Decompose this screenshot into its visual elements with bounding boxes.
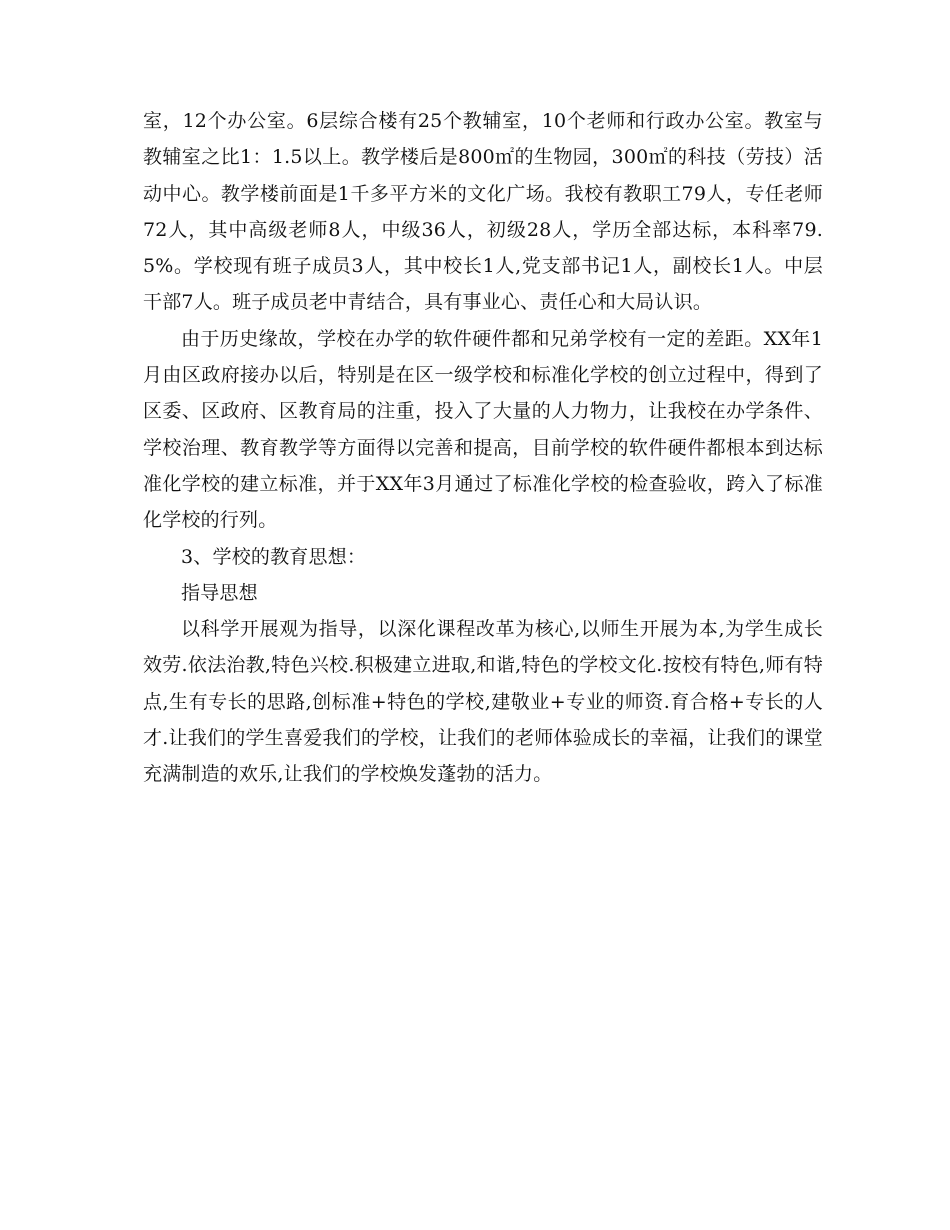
paragraph-philosophy: 以科学开展观为指导，以深化课程改革为核心,以师生开展为本,为学生成长效劳.依法治教,特色兴校.积极建立进取,和谐,特色的学校文化.按校有特色,师有特点,生有专长的思路,创标准+特色的学校,建敬业+专业的师资.育合格+专长的人才.让我们的学生喜爱我们的学校，让我们的老师体验成长的幸福，让我们的课堂充满制造的欢乐,让我们的学校焕发蓬勃的活力。	[143, 618, 823, 786]
document-body	[143, 103, 823, 793]
paragraph-history: 由于历史缘故，学校在办学的软件硬件都和兄弟学校有一定的差距。XX年1月由区政府接办以后，特别是在区一级学校和标准化学校的创立过程中，得到了区委、区政府、区教育局的注重，投入了大量的人力物力，让我校在办学条件、学校治理、教育教学等方面得以完善和提高，目前学校的软件硬件都根本到达标准化学校的建立标准，并于XX年3月通过了标准化学校的检查验收，跨入了标准化学校的行列。	[143, 327, 823, 532]
section-heading: 3、学校的教育思想：	[181, 545, 367, 568]
paragraph-facilities: 室，12个办公室。6层综合楼有25个教辅室，10个老师和行政办公室。教室与教辅室之比1：1.5以上。教学楼后是800㎡的生物园，300㎡的科技（劳技）活动中心。教学楼前面是1千多平方米的文化广场。我校有教职工79人，专任老师72人，其中高级老师8人，中级36人，初级28人，学历全部达标，本科率79.5%。学校现有班子成员3人，其中校长1人,党支部书记1人，副校长1人。中层干部7人。班子成员老中青结合，具有事业心、责任心和大局认识。	[143, 110, 823, 314]
sub-heading: 指导思想	[181, 581, 258, 604]
